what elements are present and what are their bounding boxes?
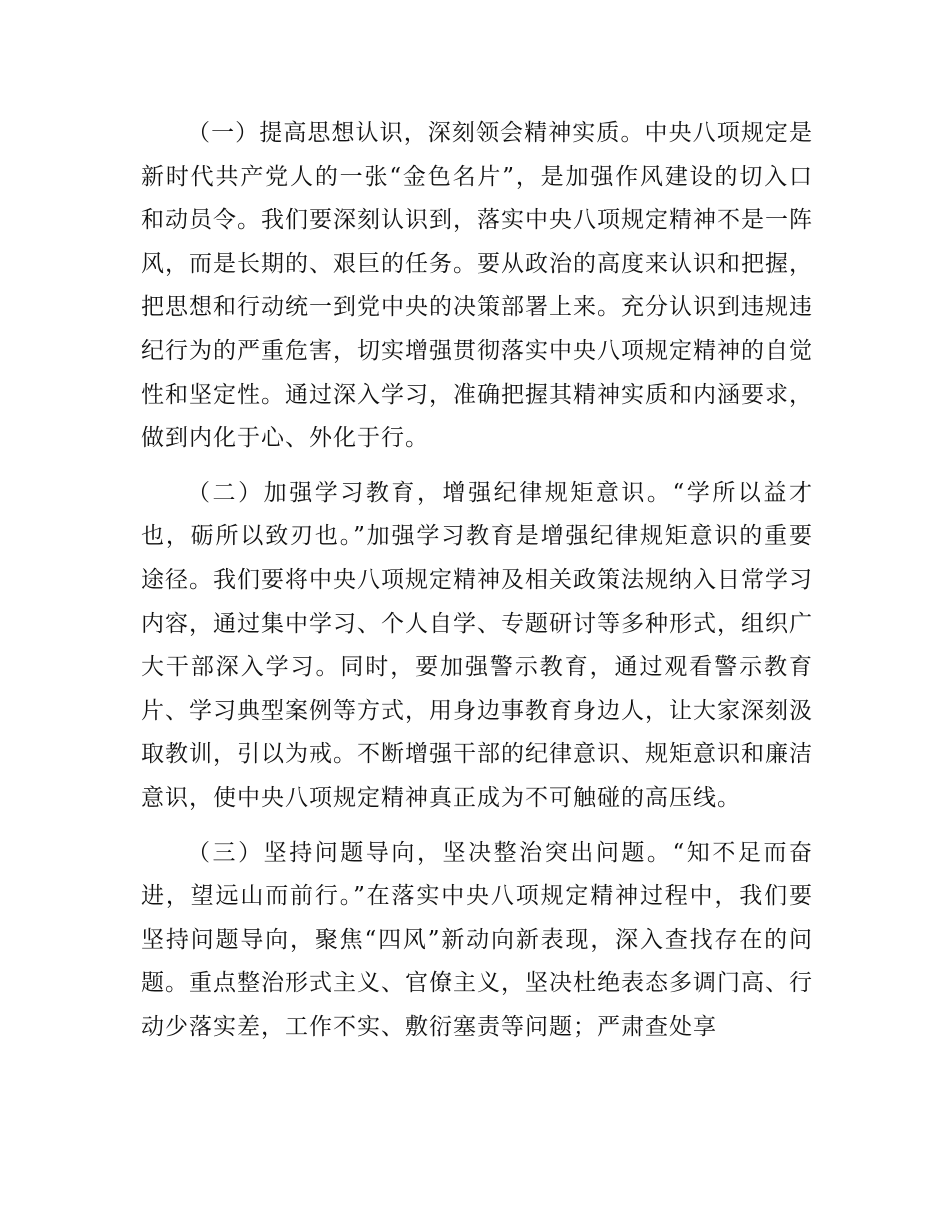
document-body xyxy=(141,112,813,1060)
paragraph-2: （二）加强学习教育，增强纪律规矩意识。“学所以益才也，砺所以致刃也。”加强学习教育是增强纪律规矩意识的重要途径。我们要将中央八项规定精神及相关政策法规纳入日常学习内容，通过集中学习、个人自学、专题研讨等多种形式，组织广大干部深入学习。同时，要加强警示教育，通过观看警示教育片、学习典型案例等方式，用身边事教育身边人，让大家深刻汲取教训，引以为戒。不断增强干部的纪律意识、规矩意识和廉洁意识，使中央八项规定精神真正成为不可触碰的高压线。 xyxy=(141,479,813,811)
paragraph-3: （三）坚持问题导向，坚决整治突出问题。“知不足而奋进，望远山而前行。”在落实中央八项规定精神过程中，我们要坚持问题导向，聚焦“四风”新动向新表现，深入查找存在的问题。重点整治形式主义、官僚主义，坚决杜绝表态多调门高、行动少落实差，工作不实、敷衍塞责等问题；严肃查处享 xyxy=(141,839,813,1040)
paragraph-1: （一）提高思想认识，深刻领会精神实质。中央八项规定是新时代共产党人的一张“金色名片”，是加强作风建设的切入口和动员令。我们要深刻认识到，落实中央八项规定精神不是一阵风，而是长期的、艰巨的任务。要从政治的高度来认识和把握，把思想和行动统一到党中央的决策部署上来。充分认识到违规违纪行为的严重危害，切实增强贯彻落实中央八项规定精神的自觉性和坚定性。通过深入学习，准确把握其精神实质和内涵要求，做到内化于心、外化于行。 xyxy=(141,120,813,452)
